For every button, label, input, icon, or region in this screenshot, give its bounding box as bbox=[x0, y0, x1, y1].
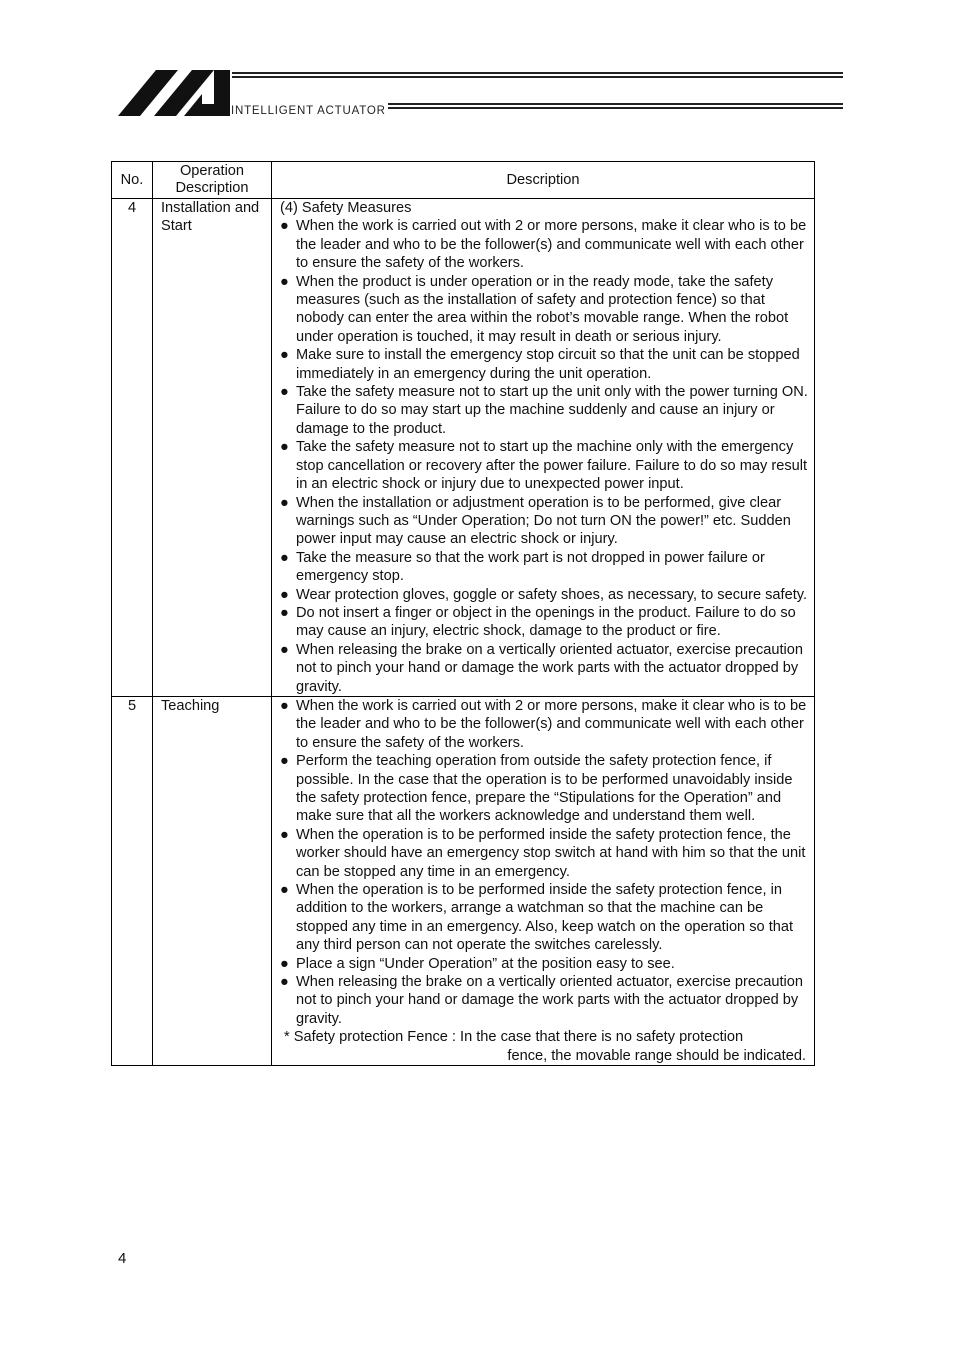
bullet-item bbox=[280, 217, 810, 272]
table-header-row bbox=[112, 162, 815, 199]
bullet-item bbox=[280, 955, 810, 973]
page-number: 4 bbox=[118, 1250, 127, 1267]
bullet-icon: ● bbox=[280, 273, 289, 290]
row-description bbox=[272, 199, 815, 697]
bullet-icon: ● bbox=[280, 347, 289, 364]
bullet-item bbox=[280, 752, 810, 826]
row-operation: Teaching bbox=[153, 696, 272, 1065]
row-operation: Installation and Start bbox=[153, 199, 272, 697]
bullet-item bbox=[280, 604, 810, 641]
bullet-icon: ● bbox=[280, 641, 289, 658]
safety-table bbox=[111, 161, 815, 1066]
header-rule-top-2 bbox=[232, 76, 843, 78]
bullet-item bbox=[280, 383, 810, 438]
header-rule-bottom-1 bbox=[388, 103, 843, 105]
bullet-item bbox=[280, 826, 810, 881]
bullet-text: When the operation is to be performed inside the safety protection fence, the worker should have an emergency stop switch at hand with him so that the unit can be stopped any time in an emergency. bbox=[296, 826, 806, 880]
bullet-text: When releasing the brake on a vertically oriented actuator, exercise precaution not to pinch your hand or damage the work parts with the actuator dropped by gravity. bbox=[296, 641, 804, 695]
bullet-text: Take the safety measure not to start up the machine only with the emergency stop cancellation or recovery after the power failure. Failure to do so may result in an electric shock or injury due to unexpected power input. bbox=[296, 439, 808, 493]
bullet-icon: ● bbox=[280, 218, 289, 235]
header-rule-bottom-2 bbox=[388, 107, 843, 109]
bullet-text: Wear protection gloves, goggle or safety shoes, as necessary, to secure safety. bbox=[296, 586, 808, 603]
bullet-item bbox=[280, 973, 810, 1028]
bullet-text: When the work is carried out with 2 or more persons, make it clear who is to be the leader and who to be the follower(s) and communicate well with each other to ensure the safety of the workers. bbox=[296, 697, 807, 751]
bullet-text: Perform the teaching operation from outside the safety protection fence, if possible. In the case that the operation is to be performed unavoidably inside the safety protection fence, prepare the “Stipulations for the Operation” and make sure that all the workers acknowledge and understand them well. bbox=[296, 753, 793, 825]
bullet-icon: ● bbox=[280, 604, 289, 621]
bullet-icon: ● bbox=[280, 753, 289, 770]
bullet-item bbox=[280, 641, 810, 696]
row-description bbox=[272, 696, 815, 1065]
iai-logo-icon bbox=[118, 70, 230, 118]
bullet-text: Take the measure so that the work part is not dropped in power failure or emergency stop. bbox=[296, 549, 765, 585]
row-number: 4 bbox=[112, 199, 153, 697]
bullet-text: Take the safety measure not to start up the unit only with the power turning ON. Failure to do so may start up the machine suddenly and cause an injury or damage to the product. bbox=[296, 384, 808, 437]
header-rule-top-1 bbox=[232, 72, 843, 74]
bullet-item bbox=[280, 549, 810, 586]
logo-text: INTELLIGENT ACTUATOR bbox=[231, 105, 386, 117]
bullet-icon: ● bbox=[280, 974, 289, 991]
bullet-icon: ● bbox=[280, 439, 289, 456]
bullet-text: Place a sign “Under Operation” at the position easy to see. bbox=[296, 955, 675, 972]
section-heading: (4) Safety Measures bbox=[280, 200, 412, 216]
header-description: Description bbox=[272, 162, 815, 199]
bullet-text: When the installation or adjustment operation is to be performed, give clear warnings such as “Under Operation; Do not turn ON the power!” etc. Sudden power input may cause an electric shock or injury. bbox=[296, 494, 791, 548]
table-row bbox=[112, 199, 815, 697]
bullet-icon: ● bbox=[280, 955, 289, 972]
fence-note-line1: * Safety protection Fence : In the case that there is no safety protection bbox=[284, 1029, 744, 1046]
bullet-item bbox=[280, 494, 810, 549]
bullet-item bbox=[280, 697, 810, 752]
bullet-item bbox=[280, 438, 810, 493]
bullet-text: Make sure to install the emergency stop circuit so that the unit can be stopped immediately in an emergency during the unit operation. bbox=[296, 347, 800, 382]
bullet-item bbox=[280, 586, 810, 604]
header-no: No. bbox=[112, 162, 153, 199]
row-number: 5 bbox=[112, 696, 153, 1065]
bullet-icon: ● bbox=[280, 882, 289, 899]
bullet-icon: ● bbox=[280, 494, 289, 511]
bullet-icon: ● bbox=[280, 384, 289, 401]
bullet-icon: ● bbox=[280, 697, 289, 714]
bullet-text: When the work is carried out with 2 or more persons, make it clear who is to be the leader and who to be the follower(s) and communicate well with each other to ensure the safety of the workers. bbox=[296, 218, 807, 272]
bullet-icon: ● bbox=[280, 549, 289, 566]
bullet-item bbox=[280, 346, 810, 383]
bullet-icon: ● bbox=[280, 826, 289, 843]
page-header bbox=[118, 68, 844, 120]
header-operation: Operation Description bbox=[153, 162, 272, 199]
bullet-text: When the operation is to be performed inside the safety protection fence, in addition to the workers, arrange a watchman so that the machine can be stopped any time in an emergency. Also, keep watch on the operation so that any third person can not operate the switches carelessly. bbox=[296, 882, 794, 954]
bullet-text: Do not insert a finger or object in the openings in the product. Failure to do so may cause an injury, electric shock, damage to the product or fire. bbox=[296, 604, 796, 640]
fence-note-line2: fence, the movable range should be indicated. bbox=[507, 1047, 806, 1064]
bullet-text: When releasing the brake on a vertically oriented actuator, exercise precaution not to pinch your hand or damage the work parts with the actuator dropped by gravity. bbox=[296, 974, 804, 1027]
bullet-text: When the product is under operation or in the ready mode, take the safety measures (such as the installation of safety and protection fence) so that nobody can enter the area within the robot’s movable range. When the robot under operation is touched, it may result in death or serious injury. bbox=[296, 273, 789, 345]
bullet-item bbox=[280, 273, 810, 347]
bullet-icon: ● bbox=[280, 586, 289, 603]
bullet-item bbox=[280, 881, 810, 955]
table-row bbox=[112, 696, 815, 1065]
